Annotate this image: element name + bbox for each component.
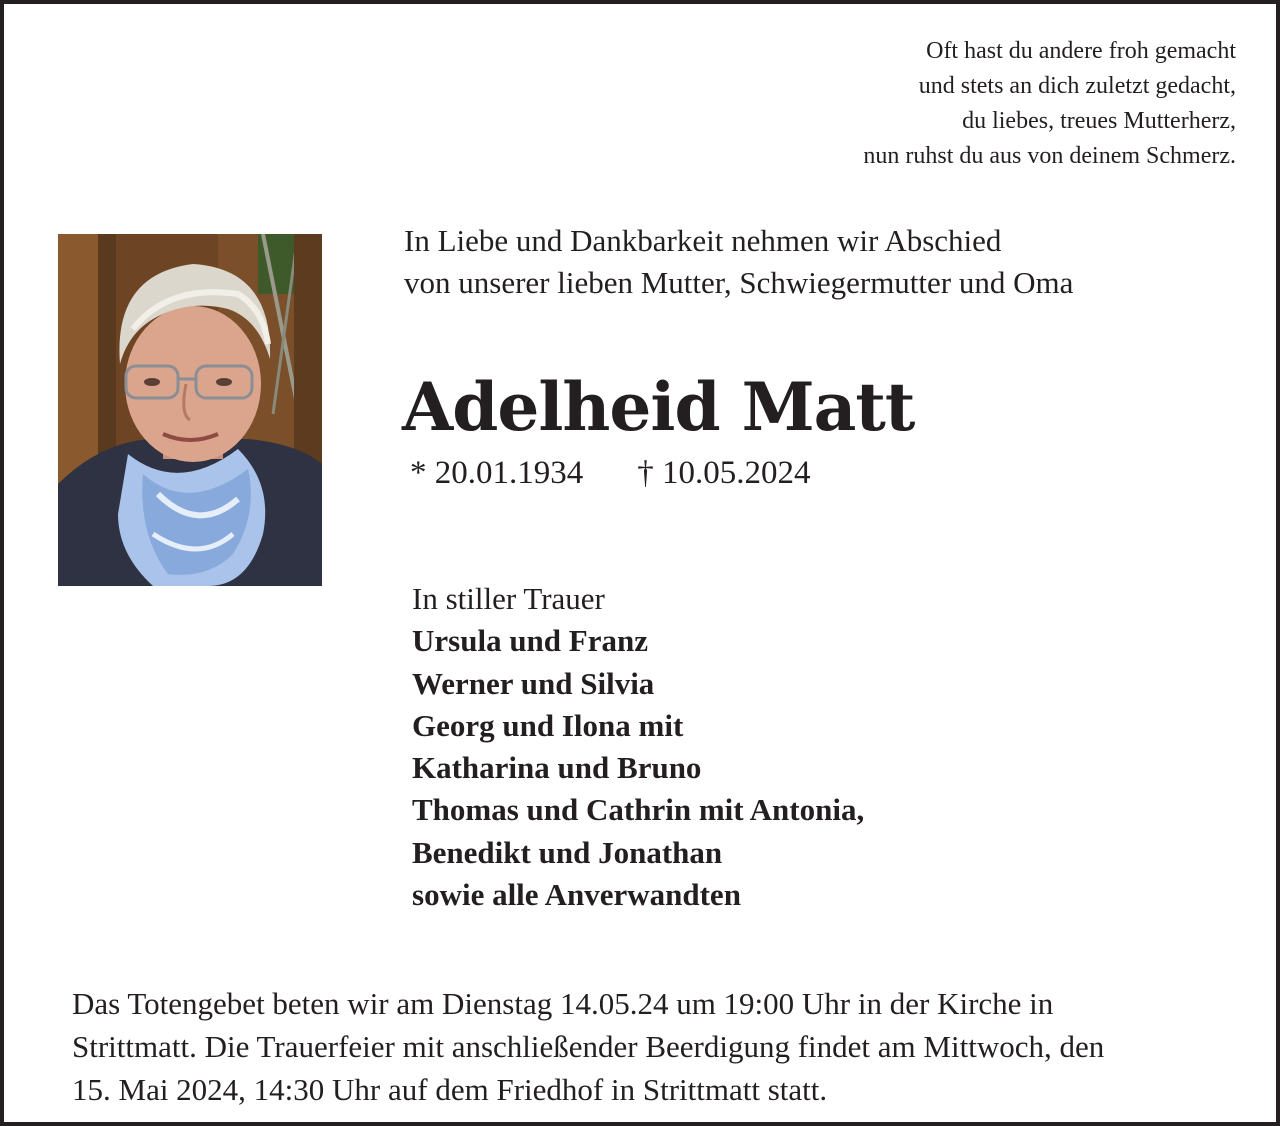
mourner-name: Katharina und Bruno: [412, 750, 702, 786]
mourner-name: Benedikt und Jonathan: [412, 834, 723, 870]
mourner-name: Werner und Silvia: [412, 665, 655, 701]
mourner-name: Georg und Ilona mit: [412, 707, 684, 743]
mourner-name: Ursula und Franz: [412, 623, 648, 659]
mourner-name: sowie alle Anverwandten: [412, 877, 741, 913]
intro-line: In Liebe und Dankbarkeit nehmen wir Abschied: [404, 223, 1002, 258]
intro-text: [404, 220, 1073, 304]
poem-line: und stets an dich zuletzt gedacht,: [918, 73, 1236, 99]
mourners-heading: In stiller Trauer: [412, 581, 605, 616]
poem-line: nun ruhst du aus von deinem Schmerz.: [863, 143, 1236, 169]
mourner-name: Thomas und Cathrin mit Antonia,: [412, 792, 865, 828]
death-date: † 10.05.2024: [637, 455, 811, 491]
poem: [863, 34, 1236, 174]
funeral-notice: [72, 982, 1242, 1111]
poem-line: du liebes, treues Mutterherz,: [962, 108, 1236, 134]
notice-line: 15. Mai 2024, 14:30 Uhr auf dem Friedhof in Strittmatt statt.: [72, 1072, 828, 1107]
notice-line: Strittmatt. Die Trauerfeier mit anschließender Beerdigung findet am Mittwoch, den: [72, 1029, 1105, 1064]
notice-line: Das Totengebet beten wir am Dienstag 14.05.24 um 19:00 Uhr in der Kirche in: [72, 986, 1054, 1021]
mourners-list: [412, 578, 864, 916]
life-dates: [410, 450, 811, 496]
poem-line: Oft hast du andere froh gemacht: [926, 38, 1236, 64]
birth-date: * 20.01.1934: [410, 455, 584, 491]
portrait-photo: [58, 234, 322, 586]
deceased-name: Adelheid Matt: [402, 368, 915, 446]
intro-line: von unserer lieben Mutter, Schwiegermutter und Oma: [404, 265, 1074, 300]
